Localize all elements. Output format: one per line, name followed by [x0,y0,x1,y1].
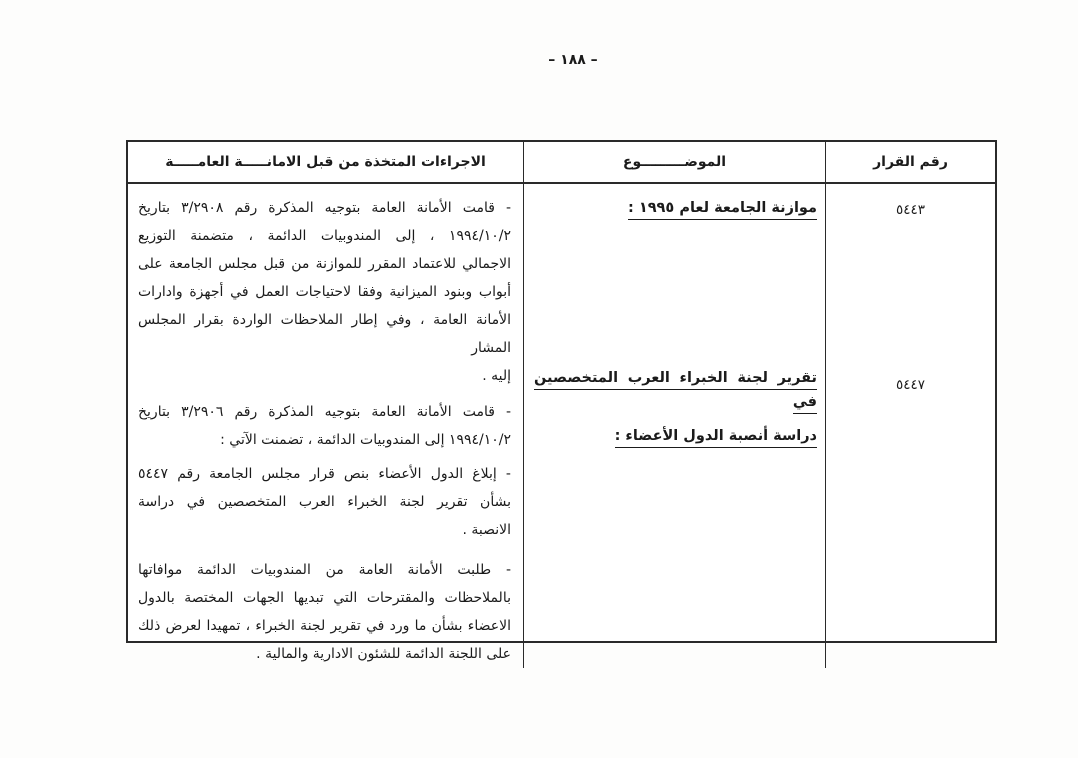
action-line: ١٩٩٤/١٠/٢ ، إلى المندوبيات الدائمة ، متضمنة التوزيع [138,228,511,244]
decision-number-column [825,184,995,668]
action-line: - قامت الأمانة العامة بتوجيه المذكرة رقم ٣/٢٩٠٨ بتاريخ [138,200,511,216]
action-line: الانصبة . [462,522,511,538]
action-line: أبواب وبنود الميزانية وفقا لاحتياجات العمل في أجهزة وادارات [138,284,511,300]
actions-paragraph-row2-request [138,556,511,668]
page-number: – ١٨٨ – [548,52,598,68]
actions-paragraph-row2-memo [138,398,511,454]
action-line: - طلبت الأمانة العامة من المندوبيات الدائمة موافاتها [138,562,511,578]
action-line: بالملاحظات والمقترحات التي تبديها الجهات المختصة بالدول [138,590,511,606]
subject-title [534,366,817,420]
decision-number: ٥٤٤٧ [895,377,925,393]
action-line: بشأن تقرير لجنة الخبراء العرب المتخصصين في دراسة [138,494,511,510]
subject-title [534,424,817,454]
action-line: ١٩٩٤/١٠/٢ إلى المندوبيات الدائمة ، تضمنت الآتي : [220,432,511,448]
action-line: على اللجنة الدائمة للشئون الادارية والمالية . [256,646,511,662]
actions-paragraph-row1 [138,194,511,390]
action-line: إليه . [482,368,511,384]
action-line: - قامت الأمانة العامة بتوجيه المذكرة رقم ٣/٢٩٠٦ بتاريخ [138,404,511,420]
header-subject: الموضـــــــــوع [523,142,825,182]
header-decision-number: رقم القرار [825,142,995,182]
action-line: - إبلاغ الدول الأعضاء بنص قرار مجلس الجامعة رقم ٥٤٤٧ [138,466,511,482]
table-header-row [128,142,995,184]
actions-taken-column [128,184,523,668]
table-body [128,184,995,668]
action-line: الاعضاء بشأن ما ورد في تقرير لجنة الخبراء ، تمهيدا لعرض ذلك [138,618,511,634]
decisions-table [126,140,997,662]
subject-title-text: تقرير لجنة الخبراء العرب المتخصصين في [534,370,817,414]
header-actions-taken: الاجراءات المتخذة من قبل الامانـــــة العامـــــة [165,154,486,170]
subject-row-1 [534,196,817,226]
subject-title [534,196,817,226]
subject-title-text: دراسة أنصبة الدول الأعضاء : [615,428,817,448]
subject-column [523,184,825,668]
action-line: الأمانة العامة ، وفي إطار الملاحظات الواردة بقرار المجلس المشار [138,312,511,356]
subject-row-2 [534,366,817,454]
actions-paragraph-row2-notification [138,460,511,544]
decision-number: ٥٤٤٣ [895,202,925,218]
subject-title-text: موازنة الجامعة لعام ١٩٩٥ : [628,200,817,220]
action-line: الاجمالي للاعتماد المقرر للموازنة من قبل مجلس الجامعة على [138,256,511,272]
